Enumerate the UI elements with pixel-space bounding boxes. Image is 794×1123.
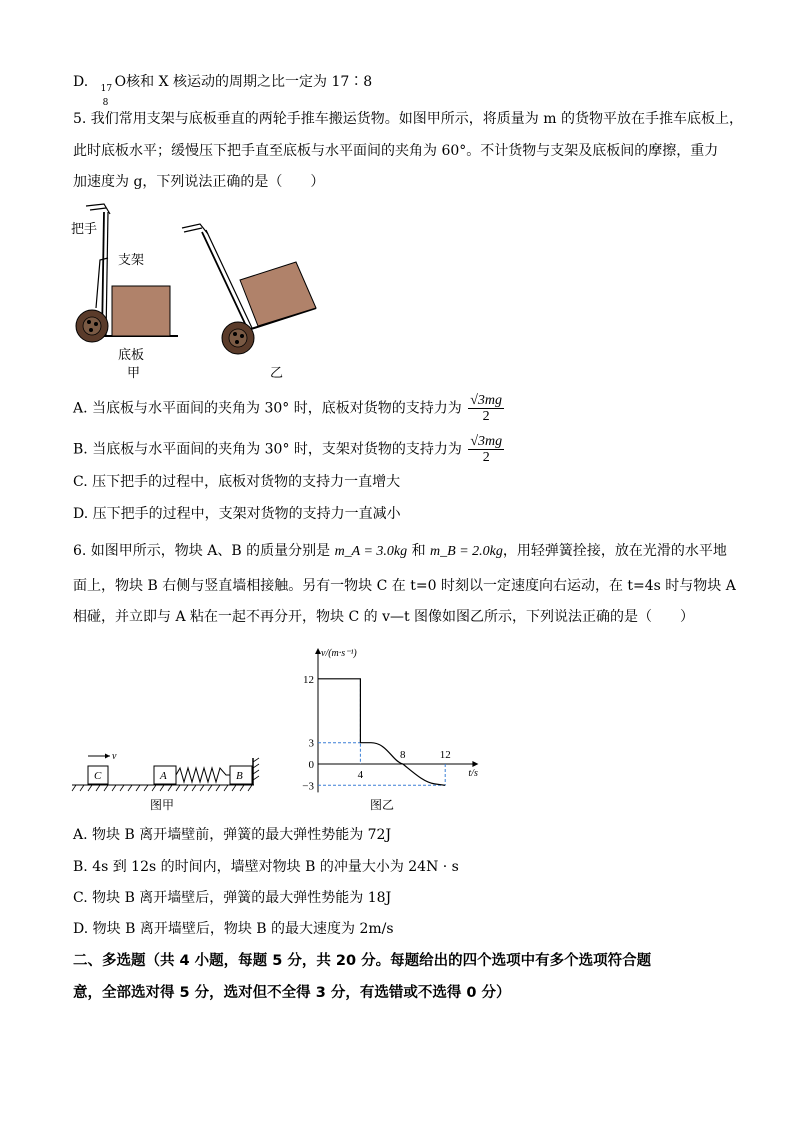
label-handle: 把手 bbox=[71, 222, 98, 237]
q6-option-c: C. 物块 B 离开墙壁后，弹簧的最大弹性势能为 18J bbox=[73, 890, 392, 906]
section2-heading-line1: 二、多选题（共 4 小题，每题 5 分，共 20 分。每题给出的四个选项中有多个选项符合题 bbox=[73, 953, 652, 969]
vt-series-line bbox=[318, 679, 445, 786]
mass-a: m_A = 3.0kg bbox=[334, 544, 408, 559]
svg-text:C: C bbox=[94, 770, 102, 782]
y-tick-label: −3 bbox=[302, 780, 314, 793]
section2-heading-line2: 意，全部选对得 5 分，选对但不全得 3 分，有选错或不选得 0 分） bbox=[73, 985, 511, 1001]
spring bbox=[176, 768, 230, 782]
caption-fig-b: 图乙 bbox=[370, 798, 395, 812]
label-bracket: 支架 bbox=[118, 253, 145, 268]
q5-stem-line2: 此时底板水平；缓慢压下把手直至底板与水平面间的夹角为 60°。不计货物与支架及底板间的摩擦，重力 bbox=[73, 143, 719, 159]
ground-hatching bbox=[72, 785, 252, 791]
wall-hatching bbox=[253, 758, 259, 780]
x-axis-label: t/s bbox=[468, 768, 478, 779]
q5-stem-line1: 5. 我们常用支架与底板垂直的两轮手推车搬运货物。如图甲所示，将质量为 m 的货物平放在手推车底板上， bbox=[73, 111, 743, 127]
q6-stem-line2: 面上，物块 B 右侧与竖直墙相接触。另有一物块 C 在 t=0 时刻以一定速度向右运动，在 t=4s 时与物块 A bbox=[73, 578, 736, 594]
x-tick-label: 8 bbox=[400, 749, 406, 761]
q4-option-d: D. 17 8 O核和 X 核运动的周期之比一定为 17∶8 bbox=[73, 74, 373, 108]
q6-stem-line3: 相碰，并立即与 A 粘在一起不再分开，物块 C 的 v—t 图像如图乙所示，下列说法正确的是（ ） bbox=[73, 609, 695, 625]
q6-block-figure bbox=[70, 748, 270, 794]
caption-fig-a: 图甲 bbox=[150, 798, 175, 812]
x-tick-label: 12 bbox=[439, 749, 451, 761]
x-axis-arrow bbox=[472, 761, 478, 767]
fraction-root3-mg-over-2: $\frac{√3mg}{2}$ bbox=[470, 393, 502, 424]
svg-text:A: A bbox=[160, 770, 167, 782]
y-tick-label: 0 bbox=[308, 759, 314, 771]
x-tick-label: 4 bbox=[357, 769, 364, 781]
fraction-root3-mg-over-2: $\frac{√3mg}{2}$ bbox=[470, 434, 503, 465]
q6-option-a: A. 物块 B 离开墙壁前，弹簧的最大弹性势能为 72J bbox=[73, 827, 392, 843]
q6-stem-line1: 6. 如图甲所示，物块 A、B 的质量分别是 m_A = 3.0kg 和 m_B = 2.0kg，用轻弹簧拴接，放在光滑的水平地 bbox=[73, 543, 727, 559]
q5-option-c: C. 压下把手的过程中，底板对货物的支持力一直增大 bbox=[73, 474, 401, 490]
q5-option-a: A. 当底板与水平面间的夹角为 30° 时，底板对货物的支持力为 $\frac{√3mg}{2}$ bbox=[73, 393, 502, 424]
hand-truck-tilted bbox=[182, 224, 316, 354]
mass-b: m_B = 2.0kg bbox=[430, 544, 503, 559]
label-base: 底板 bbox=[118, 348, 145, 363]
label-fig-b: 乙 bbox=[270, 366, 284, 381]
q5-option-b: B. 当底板与水平面间的夹角为 30° 时，支架对货物的支持力为 $\frac{√3mg}{2}$ bbox=[73, 434, 503, 465]
svg-text:B: B bbox=[236, 770, 243, 782]
q5-hand-truck-figure bbox=[68, 198, 328, 380]
q6-option-d: D. 物块 B 离开墙壁后，物块 B 的最大速度为 2m/s bbox=[73, 921, 394, 937]
q6-vt-chart bbox=[290, 640, 490, 800]
q5-option-d: D. 压下把手的过程中，支架对货物的支持力一直减小 bbox=[73, 506, 401, 522]
y-tick-label: 3 bbox=[308, 737, 314, 750]
label-fig-a: 甲 bbox=[127, 366, 141, 381]
y-tick-label: 12 bbox=[303, 673, 314, 686]
q6-option-b: B. 4s 到 12s 的时间内，墙壁对物块 B 的冲量大小为 24N · s bbox=[73, 859, 459, 875]
svg-text:v: v bbox=[112, 751, 117, 762]
q5-stem-line3: 加速度为 g，下列说法正确的是（ ） bbox=[73, 174, 325, 190]
y-axis-label: v/(m·s⁻¹) bbox=[321, 648, 357, 659]
